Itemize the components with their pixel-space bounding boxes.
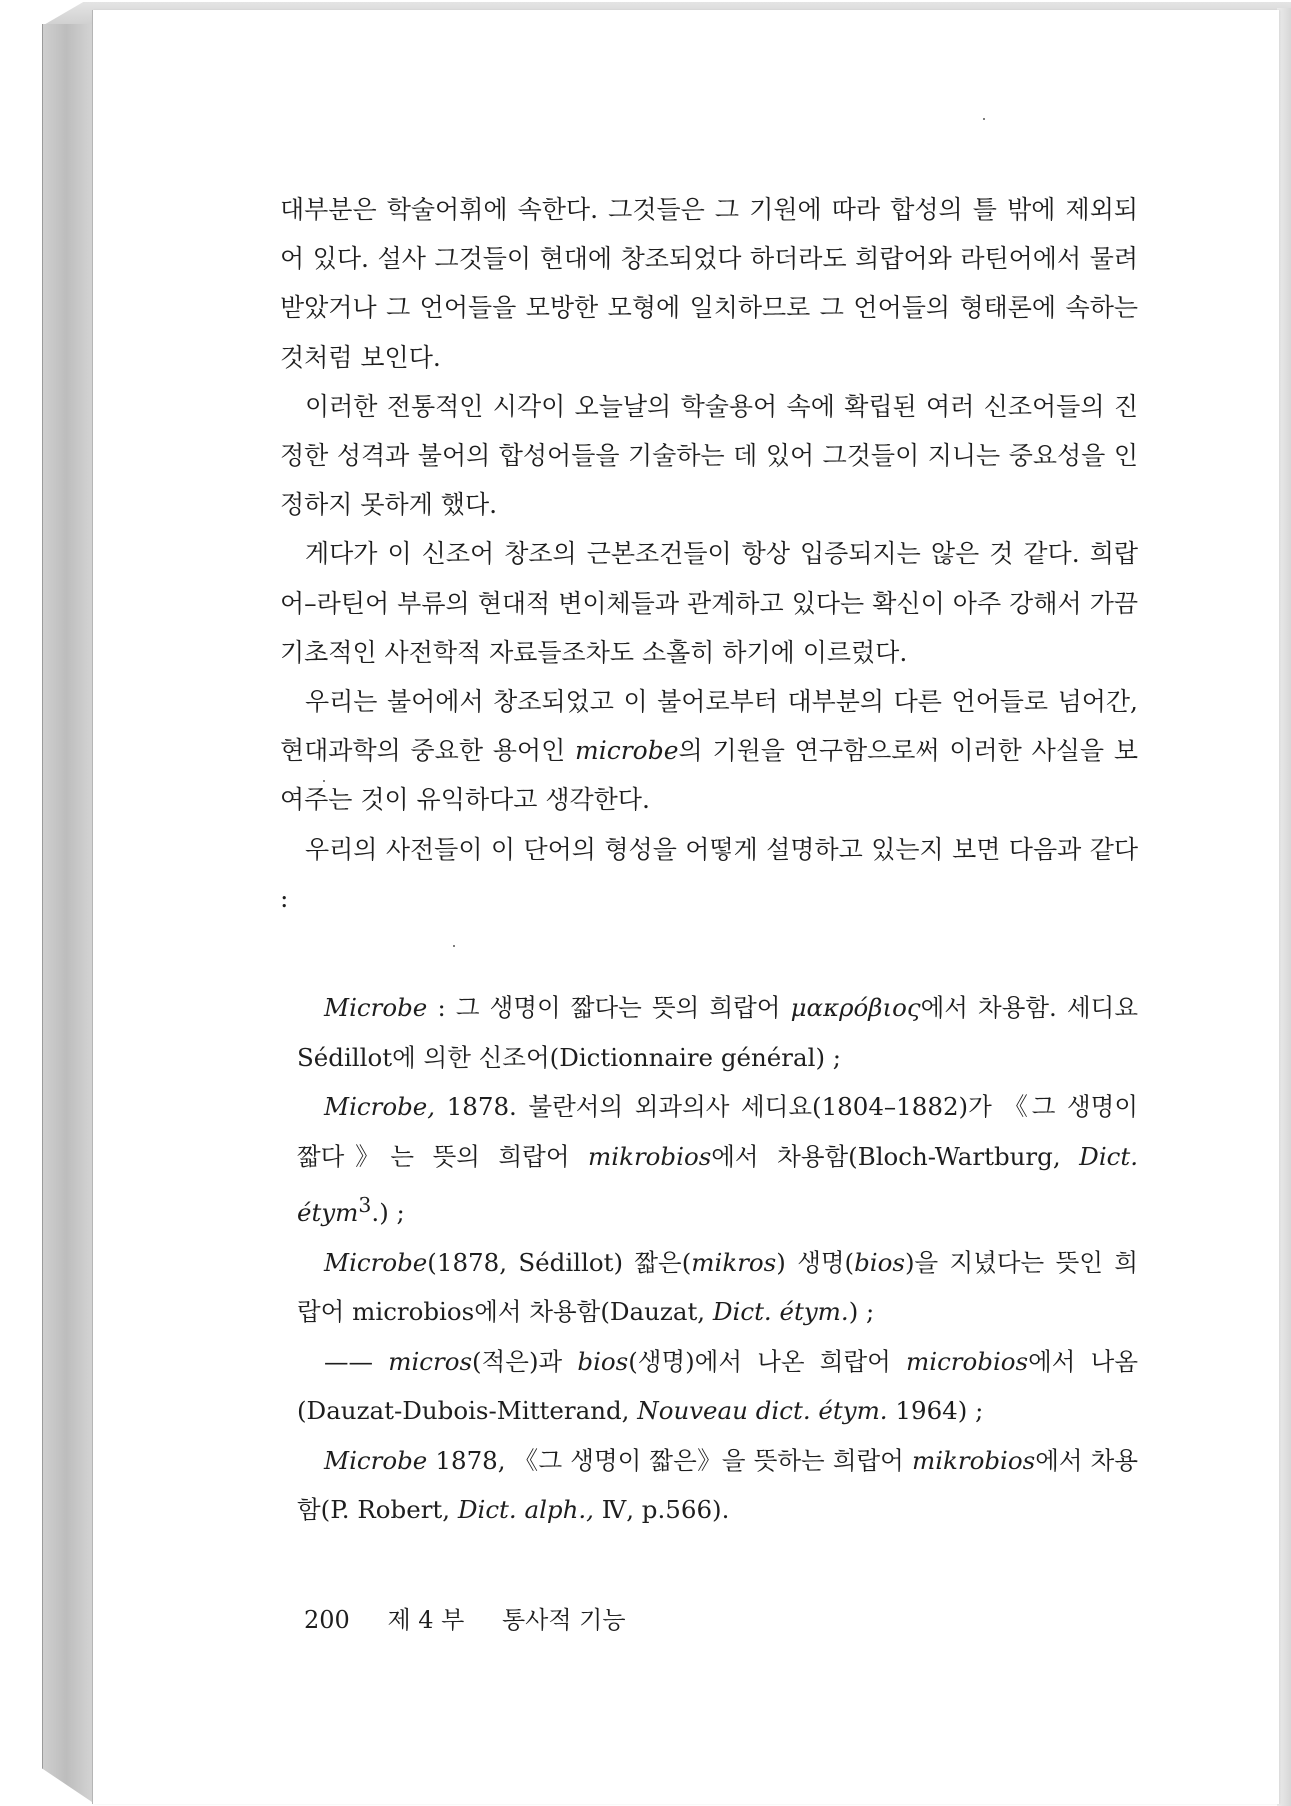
greek-word: micros: [388, 1346, 473, 1376]
citation-text: (적은)과: [472, 1346, 578, 1376]
dictionary-title: Dict. alph.,: [457, 1495, 594, 1525]
citation-2: [297, 1082, 1138, 1238]
citation-text: 에서 차용함(P. Robert,: [297, 1445, 1138, 1525]
citation-5: [297, 1436, 1138, 1535]
part-label: 제 4 부: [387, 1606, 465, 1634]
citation-text: (생명)에서 나온 희랍어: [628, 1346, 907, 1376]
citation-text: (1878, Sédillot) 짧은(: [427, 1247, 692, 1277]
page-number: 200: [304, 1606, 350, 1634]
citation-text: )을 지녔다는 뜻인 희랍어 microbios에서 차용함(Dauzat,: [297, 1247, 1138, 1327]
paragraph-1: 대부분은 학술어휘에 속한다. 그것들은 그 기원에 따라 합성의 틀 밖에 제외되어 있다. 설사 그것들이 현대에 창조되었다 하더라도 희랍어와 라틴어에서 물려받았거나 그 언어들을 모방한 모형에 일치하므로 그 언어들의 형태론에 속하는 것처럼 보인다.: [280, 195, 1138, 372]
greek-word: mikros: [691, 1247, 777, 1277]
citation-term: Microbe: [324, 993, 428, 1023]
paragraph-5: 우리의 사전들이 이 단어의 형성을 어떻게 설명하고 있는지 보면 다음과 같다 :: [280, 834, 1138, 913]
greek-word: bios: [854, 1247, 905, 1277]
citation-text: ) 생명(: [776, 1247, 855, 1277]
paragraph-4-after: 의 기원을 연구함으로써 이러한 사실을 보여주는 것이 유익하다고 생각한다.: [280, 736, 1138, 815]
microbe-term: microbe: [575, 736, 679, 766]
citation-text: ) ;: [848, 1297, 875, 1327]
paragraph-3: 게다가 이 신조어 창조의 근본조건들이 항상 입증되지는 않은 것 같다. 희랍어–라틴어 부류의 현대적 변이체들과 관계하고 있다는 확신이 아주 강해서 가끔 기초적인 사전학적 자료들조차도 소홀히 하기에 이르렀다.: [280, 539, 1138, 667]
em-dash: ——: [324, 1346, 389, 1376]
dictionary-title: Dict. étym: [297, 1141, 1139, 1228]
paragraph-2: 이러한 전통적인 시각이 오늘날의 학술용어 속에 확립된 여러 신조어들의 진정한 성격과 불어의 합성어들을 기술하는 데 있어 그것들이 지니는 중요성을 인정하지 못하게 했다.: [280, 391, 1138, 520]
section-title: 통사적 기능: [502, 1606, 626, 1634]
greek-word: microbios: [906, 1346, 1029, 1376]
citation-term: Microbe: [324, 1445, 428, 1475]
dictionary-title: Dict. étym.: [712, 1297, 849, 1327]
edition-superscript: 3: [358, 1193, 372, 1218]
scan-speck: [983, 118, 985, 120]
citation-text: 에서 차용함(Bloch-Wartburg,: [711, 1141, 1080, 1171]
body-text: [280, 185, 1138, 1535]
citation-1: [297, 983, 1138, 1082]
paragraph-4-before: 우리는 불어에서 창조되었고 이 불어로부터 대부분의 다른 언어들로 넘어간, 현대과학의 중요한 용어인: [280, 687, 1138, 766]
citation-3: [297, 1238, 1138, 1337]
citation-text: .) ;: [371, 1198, 405, 1228]
citation-text: Ⅳ, p.566).: [593, 1495, 730, 1525]
greek-word: bios: [577, 1346, 629, 1376]
greek-word: mikrobios: [911, 1445, 1036, 1475]
citation-text: 에서 차용함. 세디요 Sédillot에 의한 신조어(Dictionnaire général) ;: [297, 993, 1138, 1072]
dictionary-citations: [280, 983, 1138, 1535]
citation-text: 에서 나옴 (Dauzat-Dubois-Mitterand,: [297, 1346, 1138, 1426]
paragraph-4: [280, 677, 1138, 825]
citation-text: 1878, 《그 생명이 짧은》을 뜻하는 희랍어: [427, 1445, 912, 1475]
greek-word: mikrobios: [588, 1141, 712, 1171]
citation-term: Microbe,: [324, 1092, 436, 1122]
citation-text: 1964) ;: [887, 1396, 984, 1426]
page-footer: [304, 1600, 656, 1635]
dictionary-title: Nouveau dict. étym.: [637, 1396, 888, 1426]
book-spine: [42, 24, 95, 1804]
citation-text: : 그 생명이 짧다는 뜻의 희랍어: [427, 993, 791, 1023]
greek-word: μακρόβιος: [790, 993, 921, 1023]
citation-term: Microbe: [324, 1247, 428, 1277]
citation-text: 1878. 불란서의 외과의사 세디요(1804–1882)가 《그 생명이 짧다》는 뜻의 희랍어: [297, 1092, 1138, 1171]
citation-4: [297, 1337, 1138, 1436]
book-right-edge: [1277, 8, 1291, 1806]
